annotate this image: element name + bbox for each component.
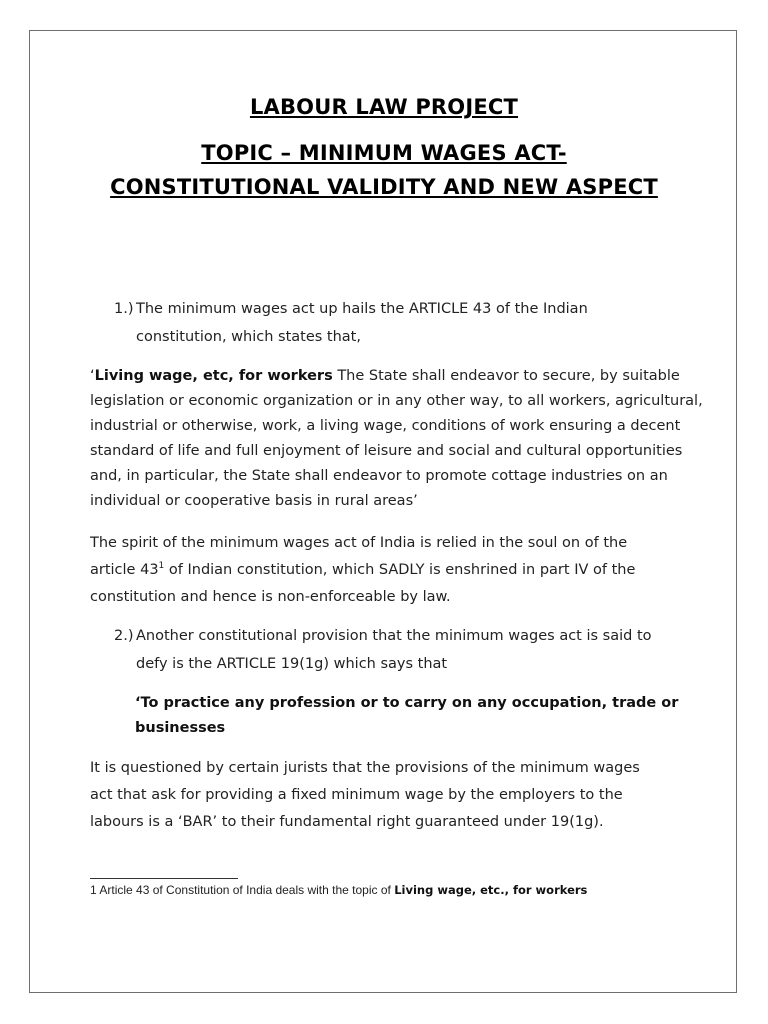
article-43-quote-line3: industrial or otherwise, work, a living wage, conditions of work ensuring a decent: [90, 418, 681, 434]
question-line1: It is questioned by certain jurists that the provisions of the minimum wages: [90, 760, 640, 776]
question-paragraph: [90, 755, 690, 836]
article-43-quote-line4: standard of life and full enjoyment of leisure and social and cultural opportunities: [90, 443, 683, 459]
spirit-paragraph: [90, 530, 690, 611]
article-43-quote: [90, 364, 703, 514]
article-43-quote-line5: and, in particular, the State shall endeavor to promote cottage industries on an: [90, 468, 668, 484]
list-number-1: 1.): [114, 301, 134, 317]
article-19-quote: [135, 691, 695, 741]
topic-heading-line2: CONSTITUTIONAL VALIDITY AND NEW ASPECT: [110, 175, 658, 199]
document-title: LABOUR LAW PROJECT: [249, 95, 519, 119]
footnote-text: Article 43 of Constitution of India deals with the topic of: [96, 883, 395, 897]
spirit-line1: The spirit of the minimum wages act of India is relied in the soul on of the: [90, 535, 628, 551]
list-item-1-line2: constitution, which states that,: [136, 329, 361, 345]
spirit-line2-b: of Indian constitution, which SADLY is enshrined in part IV of the: [164, 562, 636, 578]
footnote-number: 1: [90, 883, 97, 897]
article-43-quote-line6: individual or cooperative basis in rural areas’: [90, 493, 418, 509]
question-line3: labours is a ‘BAR’ to their fundamental right guaranteed under 19(1g).: [90, 814, 604, 830]
article-43-quote-line2: legislation or economic organization or in any other way, to all workers, agricultural,: [90, 393, 703, 409]
quote-open-mark: ‘: [90, 368, 95, 384]
spirit-line3: constitution and hence is non-enforceable by law.: [90, 589, 451, 605]
list-item-2-text: [136, 622, 652, 678]
article-19-quote-line1: ‘To practice any profession or to carry on any occupation, trade or: [135, 695, 679, 711]
footnote-reference[interactable]: 1: [158, 561, 165, 572]
spirit-line2-a: article 43: [90, 562, 159, 578]
article-43-quote-line1: [90, 364, 690, 389]
list-item-2-line2: defy is the ARTICLE 19(1g) which says that: [136, 656, 448, 672]
quote-line1-rest: The State shall endeavor to secure, by suitable: [332, 368, 680, 384]
list-number-2: 2.): [114, 628, 134, 644]
list-item-1-line1: The minimum wages act up hails the ARTICLE 43 of the Indian: [136, 301, 588, 317]
quote-bold-heading: Living wage, etc, for workers: [94, 368, 333, 384]
topic-heading: [0, 136, 768, 204]
footnote: [90, 881, 587, 899]
footnote-bold: Living wage, etc., for workers: [394, 883, 588, 897]
question-line2: act that ask for providing a fixed minimum wage by the employers to the: [90, 787, 623, 803]
spirit-line2: [90, 557, 690, 584]
topic-heading-line1: TOPIC – MINIMUM WAGES ACT-: [201, 141, 567, 165]
footnote-separator: [90, 878, 238, 879]
article-19-quote-line2: businesses: [135, 720, 226, 736]
list-item-2-line1: Another constitutional provision that the minimum wages act is said to: [136, 628, 652, 644]
list-item-1-text: [136, 295, 588, 351]
